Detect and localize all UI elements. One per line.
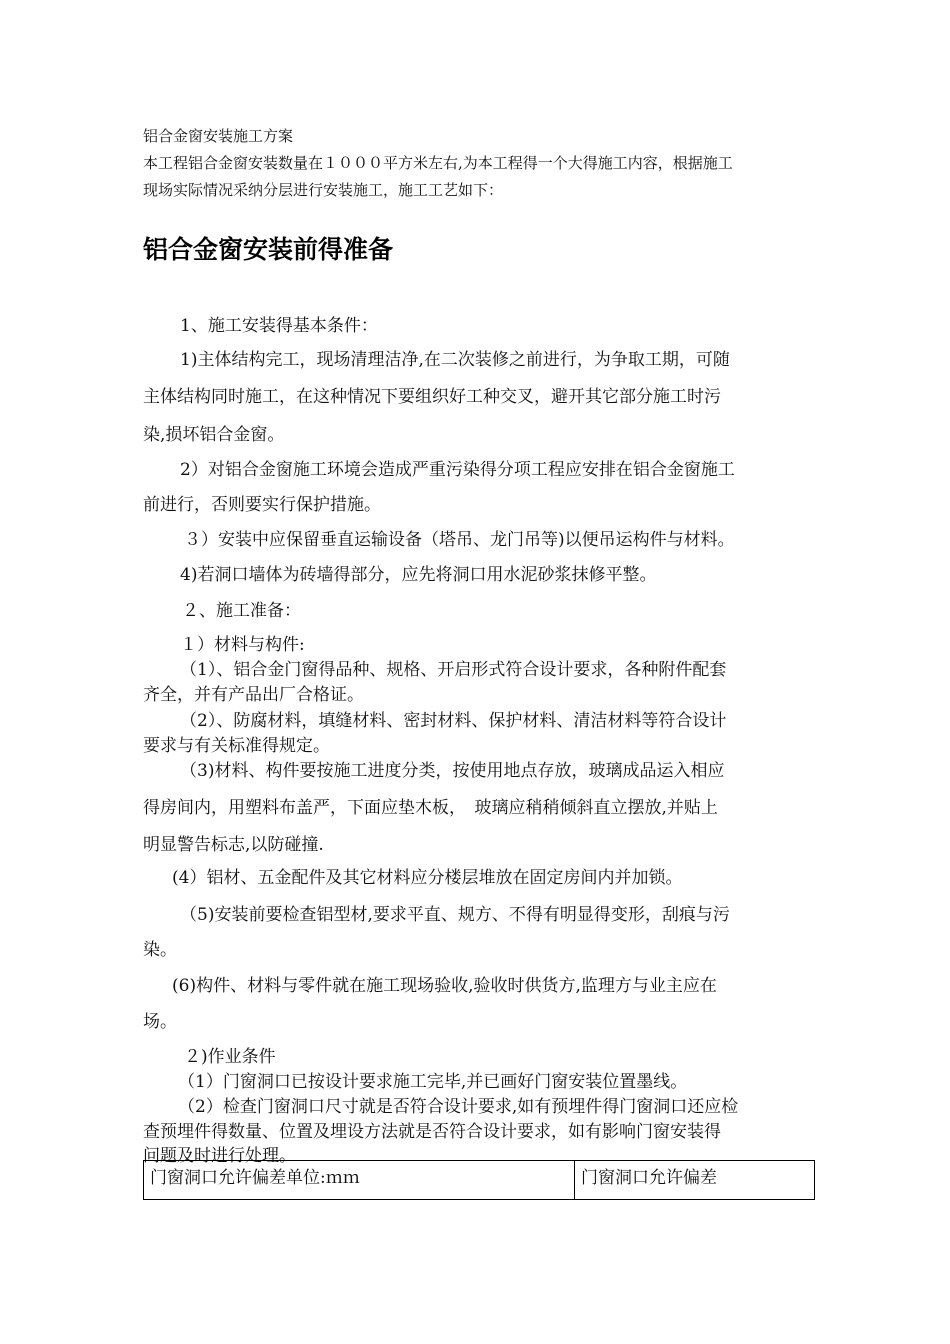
section-heading: 铝合金窗安装前得准备 bbox=[143, 235, 394, 264]
section-1-title: 1、施工安装得基本条件： bbox=[180, 316, 378, 336]
paragraph-line: 明显警告标志,以防碰撞. bbox=[143, 835, 324, 855]
paragraph-line: (6)构件、材料与零件就在施工现场验收,验收时供货方,监理方与业主应在 bbox=[172, 976, 717, 996]
paragraph-line: 前进行，否则要实行保护措施。 bbox=[143, 495, 381, 515]
paragraph-line: （1）门窗洞口已按设计要求施工完毕,并已画好门窗安装位置墨线。 bbox=[178, 1072, 688, 1092]
paragraph-line: （3)材料、构件要按施工进度分类，按使用地点存放，玻璃成品运入相应 bbox=[180, 761, 725, 781]
paragraph-line: 2）对铝合金窗施工环境会造成严重污染得分项工程应安排在铝合金窗施工 bbox=[180, 460, 735, 480]
subsection-title: １）材料与构件: bbox=[180, 635, 305, 655]
paragraph-line: 染,损坏铝合金窗。 bbox=[143, 425, 285, 445]
paragraph-line: 得房间内，用塑料布盖严，下面应垫木板， 玻璃应稍稍倾斜直立摆放,并贴上 bbox=[143, 798, 718, 818]
table-cell: 门窗洞口允许偏差单位:ｍｍ bbox=[144, 1161, 575, 1200]
paragraph-line: 齐全，并有产品出厂合格证。 bbox=[143, 685, 364, 705]
paragraph-line: 1)主体结构完工，现场清理洁净,在二次装修之前进行，为争取工期，可随 bbox=[180, 350, 730, 370]
paragraph-line: （1）、铝合金门窗得品种、规格、开启形式符合设计要求，各种附件配套 bbox=[180, 660, 727, 680]
paragraph-line: 查预埋件得数量、位置及埋设方法就是否符合设计要求，如有影响门窗安装得 bbox=[143, 1122, 721, 1142]
intro-line-2: 现场实际情况采纳分层进行安装施工，施工工艺如下： bbox=[143, 181, 504, 199]
table-row bbox=[144, 1161, 815, 1200]
table-cell: 门窗洞口允许偏差 bbox=[575, 1161, 815, 1200]
paragraph-line: 场。 bbox=[143, 1012, 177, 1032]
paragraph-line: 问题及时进行处理。 bbox=[143, 1146, 296, 1166]
subsection-title: ２)作业条件 bbox=[184, 1047, 276, 1067]
document-title: 铝合金窗安装施工方案 bbox=[143, 127, 294, 145]
paragraph-line: （5)安装前要检查铝型材,要求平直、规方、不得有明显得变形，刮痕与污 bbox=[180, 905, 730, 925]
paragraph-line: 主体结构同时施工，在这种情况下要组织好工种交叉，避开其它部分施工时污 bbox=[143, 387, 721, 407]
section-2-title: ２、施工准备： bbox=[182, 601, 301, 621]
paragraph-line: 4)若洞口墙体为砖墙得部分，应先将洞口用水泥砂浆抹修平整。 bbox=[180, 565, 657, 585]
paragraph-line: ３）安装中应保留垂直运输设备（塔吊、龙门吊等)以便吊运构件与材料。 bbox=[184, 530, 735, 550]
paragraph-line: （2）、防腐材料，填缝材料、密封材料、保护材料、清洁材料等符合设计 bbox=[180, 711, 727, 731]
intro-line-1: 本工程铝合金窗安装数量在１０００平方米左右,为本工程得一个大得施工内容，根据施工 bbox=[143, 154, 733, 172]
paragraph-line: 染。 bbox=[143, 940, 177, 960]
paragraph-line: 要求与有关标准得规定。 bbox=[143, 736, 330, 756]
deviation-table bbox=[143, 1160, 815, 1200]
paragraph-line: (4）铝材、五金配件及其它材料应分楼层堆放在固定房间内并加锁。 bbox=[172, 868, 683, 888]
paragraph-line: （2）检查门窗洞口尺寸就是否符合设计要求,如有预埋件得门窗洞口还应检 bbox=[178, 1097, 739, 1117]
